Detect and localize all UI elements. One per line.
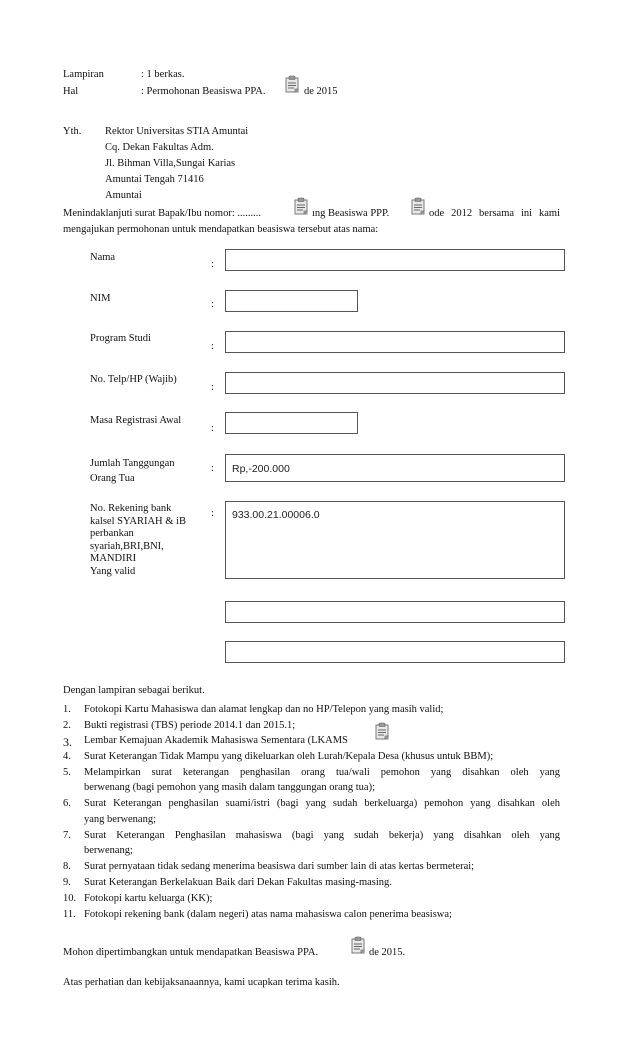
list-number: 4. [63,751,71,762]
list-number: 7. [63,830,71,841]
list-text: Surat Keterangan penghasilan suami/istri (bagi yang sudah berkeluarga) pemohon yang disahkan oleh [84,798,560,809]
field-label-nim: NIM [90,293,111,304]
lampiran-label: Lampiran [63,69,104,80]
nama-input[interactable] [225,249,565,271]
extra-input[interactable] [225,601,565,623]
list-text: yang berwenang; [84,814,157,825]
lampiran-value: : 1 berkas. [141,69,185,80]
list-text: Fotokopi rekening bank (dalam negeri) atas nama mahasiswa calon penerima beasiswa; [84,909,452,920]
note-icon[interactable] [350,936,365,954]
rekening-input[interactable] [225,501,565,579]
recipient-line: Cq. Dekan Fakultas Adm. [105,142,214,153]
program-studi-input[interactable] [225,331,565,353]
list-text: Surat Keterangan Penghasilan mahasiswa (bagi yang sudah bekerja) yang disahkan oleh yang [84,830,560,841]
hal-value: : Permohonan Beasiswa PPA. [141,86,266,97]
field-label-rekening: No. Rekening bank kalsel SYARIAH & iB perbankan syariah,BRI,BNI, MANDIRI Yang valid [90,503,186,577]
list-number: 9. [63,877,71,888]
list-text: berwenang; [84,845,133,856]
colon: : [211,382,214,393]
field-label-masa-registrasi: Masa Registrasi Awal [90,415,182,426]
list-text: berwenang (bagi pemohon yang masih dalam tanggungan orang tua); [84,782,375,793]
field-label-nama: Nama [90,252,116,263]
recipient-line: Amuntai [105,190,142,201]
hal-label: Hal [63,86,79,97]
closing-line2: Atas perhatian dan kebijaksanaannya, kami ucapkan terima kasih. [63,977,340,988]
field-label-telp: No. Telp/HP (Wajib) [90,374,177,385]
note-icon[interactable] [284,75,299,93]
list-text: Surat Keterangan Berkelakuan Baik dari Dekan Fakultas masing-masing. [84,877,392,888]
list-text: Fotokopi kartu keluarga (KK); [84,893,213,904]
attachments-heading: Dengan lampiran sebagai berikut. [63,685,205,696]
note-icon[interactable] [293,197,308,215]
telp-input[interactable] [225,372,565,394]
hal-value-tail: de 2015 [304,86,338,97]
recipient-line: Rektor Universitas STIA Amuntai [105,126,249,137]
list-text: Surat pernyataan tidak sedang menerima beasiswa dari sumber lain di atas kertas bermeterai; [84,861,475,872]
recipient-line: Jl. Bihman Villa,Sungai Karias [105,158,236,169]
colon: : [211,299,214,310]
intro-line1-start: Menindaklanjuti surat Bapak/Ibu nomor: ......... [63,208,262,219]
list-text: Melampirkan surat keterangan penghasilan orang tua/wali pemohon yang disahkan oleh yang [84,767,560,778]
rekening-value: 933.00.21.00006.0 [232,509,320,521]
list-number: 1. [63,704,71,715]
list-number: 11. [63,909,76,920]
colon: : [211,463,214,474]
colon: : [211,423,214,434]
recipient-line: Amuntai Tengah 71416 [105,174,204,185]
list-number: 5. [63,767,71,778]
colon: : [211,508,214,519]
colon: : [211,259,214,270]
list-text: Bukti registrasi (TBS) periode 2014.1 dan 2015.1; [84,720,296,731]
colon: : [211,341,214,352]
extra-input[interactable] [225,641,565,663]
closing-line1: Mohon dipertimbangkan untuk mendapatkan Beasiswa PPA. [63,947,319,958]
intro-line2: mengajukan permohonan untuk mendapatkan beasiswa tersebut atas nama: [63,224,379,235]
list-number: 10. [63,893,77,904]
tanggungan-value: Rp,-200.000 [232,463,290,475]
nim-input[interactable] [225,290,358,312]
closing-line1-tail: de 2015. [369,947,406,958]
intro-line1-mid: ıng Beasiswa PPP. [312,208,390,219]
note-icon[interactable] [374,722,389,740]
tanggungan-input[interactable] [225,454,565,482]
list-number: 2. [63,720,71,731]
yth-label: Yth. [63,126,82,137]
list-number: 8. [63,861,71,872]
note-icon[interactable] [410,197,425,215]
intro-line1-end: ode 2012 bersama ini kami [429,208,560,219]
list-text: Surat Keterangan Tidak Mampu yang dikeluarkan oleh Lurah/Kepala Desa (khusus untuk BBM); [84,751,494,762]
field-label-tanggungan: Jumlah Tanggungan Orang Tua [90,458,175,484]
field-label-program-studi: Program Studi [90,333,151,344]
list-number: 3. [63,735,72,749]
list-text: Fotokopi Kartu Mahasiswa dan alamat lengkap dan no HP/Telepon yang masih valid; [84,704,444,715]
list-text: Lembar Kemajuan Akademik Mahasiswa Sementara (LKAMS [84,735,348,746]
masa-registrasi-input[interactable] [225,412,358,434]
list-number: 6. [63,798,71,809]
